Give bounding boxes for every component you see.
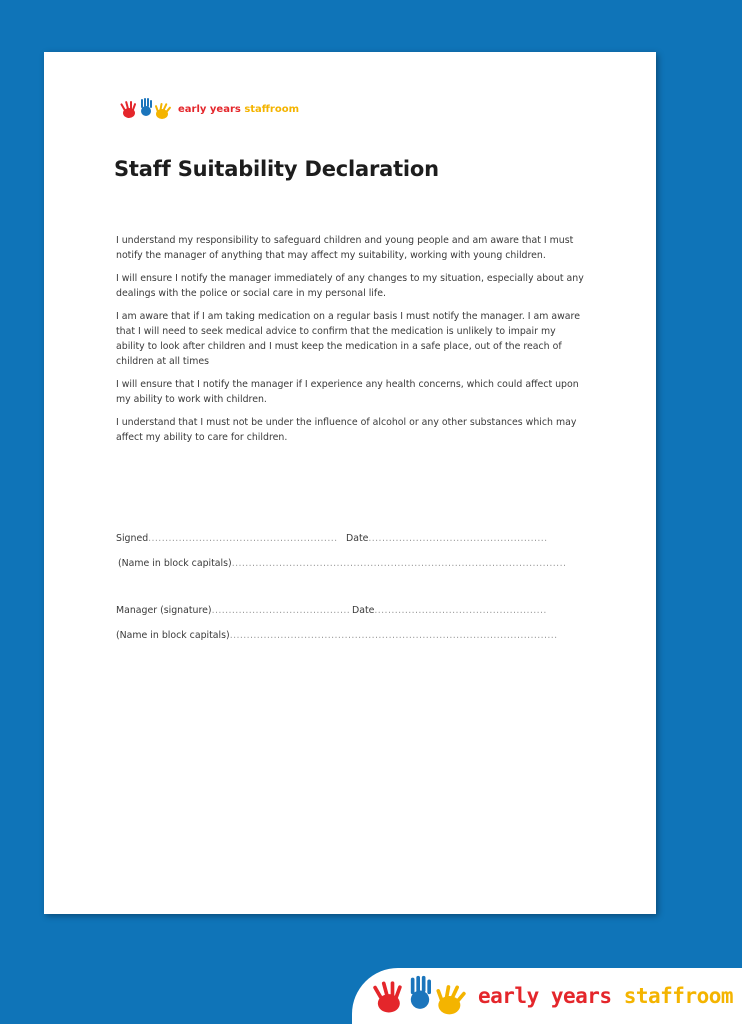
brand-part2: staffroom xyxy=(244,103,299,115)
paragraph-alcohol: I understand that I must not be under the influence of alcohol or any other substances which may affect my ability to care for children. xyxy=(116,417,577,443)
date-label: Date xyxy=(346,533,369,544)
paragraph-health: I will ensure that I notify the manager if I experience any health concerns, which could affect upon my ability to work with children. xyxy=(116,379,579,405)
manager-name-line: ................................................................................................. xyxy=(229,630,558,641)
manager-signature-label: Manager (signature) xyxy=(116,605,212,616)
date-row xyxy=(346,533,548,544)
brand-badge xyxy=(352,968,742,1024)
paragraph-responsibility: I understand my responsibility to safeguard children and young people and am aware that I must notify the manager of anything that may affect my suitability, working with young children. xyxy=(116,235,574,261)
document-page xyxy=(44,52,656,914)
manager-signature-line: ......................................... xyxy=(211,605,351,616)
manager-name-label: (Name in block capitals) xyxy=(116,630,230,641)
badge-brand-name xyxy=(478,984,733,1008)
hands-logo-icon xyxy=(120,97,172,121)
paragraph-medication: I am aware that if I am taking medication on a regular basis I must notify the manager. I am aware that I will need to seek medical advice to confirm that the medication is unlikely to impair my ability to look after children and I must keep the medication in a safe place, out of the reach of children at all times xyxy=(116,311,580,367)
manager-date-label: Date xyxy=(352,605,375,616)
document-title: Staff Suitability Declaration xyxy=(114,157,439,181)
badge-brand-part1: early years xyxy=(478,984,612,1008)
declaration-body xyxy=(116,233,586,453)
hands-logo-icon xyxy=(370,974,470,1018)
manager-date-row xyxy=(352,605,547,616)
manager-signature-row xyxy=(116,605,350,616)
name-label: (Name in block capitals) xyxy=(118,558,232,569)
badge-brand-part2: staffroom xyxy=(623,984,734,1008)
date-line: ..................................................... xyxy=(368,533,548,544)
brand-part1: early years xyxy=(178,103,241,115)
manager-date-line: ................................................... xyxy=(374,605,547,616)
signed-label: Signed xyxy=(116,533,149,544)
manager-name-row xyxy=(116,630,558,641)
signed-row xyxy=(116,533,337,544)
paragraph-notify-changes: I will ensure I notify the manager immediately of any changes to my situation, especially about any dealings with the police or social care in my personal life. xyxy=(116,273,584,299)
signed-line: ........................................................ xyxy=(148,533,338,544)
document-logo xyxy=(120,96,299,122)
name-row xyxy=(118,558,566,569)
name-line: ................................................................................................... xyxy=(231,558,567,569)
document-brand-name xyxy=(178,104,299,115)
